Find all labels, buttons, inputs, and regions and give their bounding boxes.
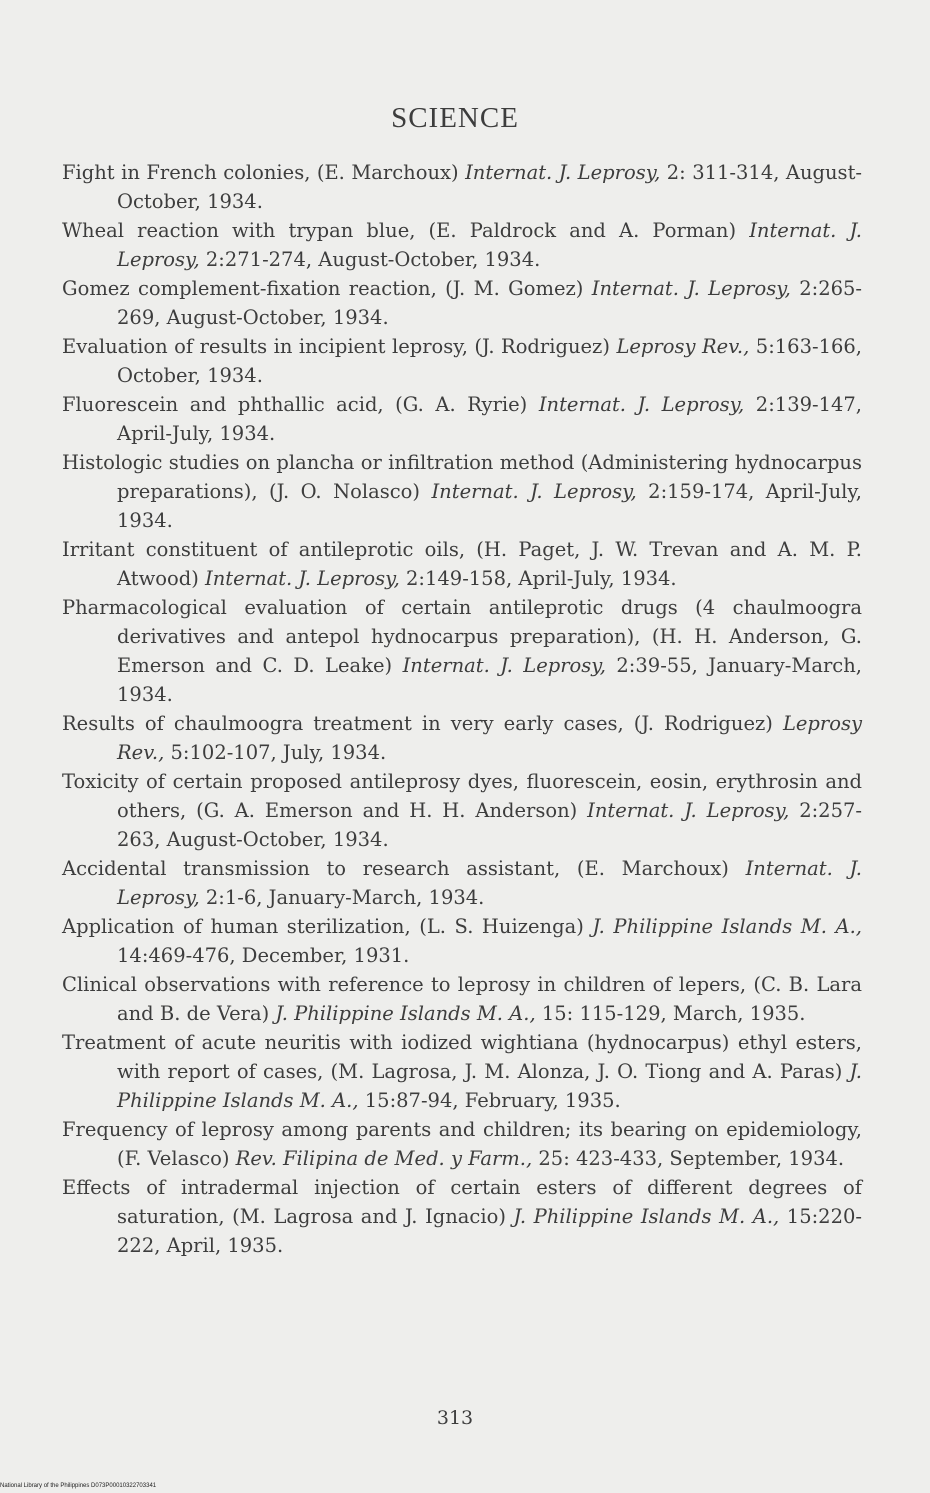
entry-text: Evaluation of results in incipient leprosy, (J. Rodriguez) [62,335,617,358]
bibliography-list [62,158,862,1260]
entry-citation: 5:102-107, July, 1934. [164,741,387,764]
journal-name: Internat. J. Leprosy, [587,799,790,822]
entry-citation: 2:149-158, April-July, 1934. [399,567,677,590]
list-item [62,332,862,390]
entry-citation: 25: 423-433, September, 1934. [532,1147,845,1170]
entry-text: Application of human sterilization, (L. S. Huizenga) [62,915,593,938]
list-item [62,1173,862,1260]
entry-text: Clinical observations with reference to leprosy in children of lepers, (C. B. Lara and B. de Vera) [62,973,862,1025]
entry-text: Histologic studies on plancha or infiltration method (Administering hydnocarpus preparations), (J. O. Nolasco) [62,451,862,503]
journal-name: Rev. Filipina de Med. y Farm., [235,1147,533,1170]
entry-text: Fight in French colonies, (E. Marchoux) [62,161,466,184]
list-item [62,709,862,767]
entry-citation: 14:469-476, December, 1931. [117,944,410,967]
journal-name: Internat. J. Leprosy, [402,654,606,677]
list-item [62,1115,862,1173]
list-item [62,158,862,216]
entry-text: Fluorescein and phthallic acid, (G. A. Ryrie) [62,393,539,416]
entry-citation: 2:257-263, August-October, 1934. [117,799,862,851]
journal-name: Internat. J. Leprosy, [431,480,637,503]
page-title: SCIENCE [391,102,519,134]
journal-name: Internat. J. Leprosy, [465,161,661,184]
entry-text: Wheal reaction with trypan blue, (E. Paldrock and A. Porman) [62,219,750,242]
journal-name: Leprosy Rev., [117,712,862,764]
entry-text: Accidental transmission to research assistant, (E. Marchoux) [62,857,746,880]
entry-citation: 15:87-94, February, 1935. [358,1089,621,1112]
entry-citation: 2:39-55, January-March, 1934. [117,654,862,706]
list-item [62,767,862,854]
list-item [62,593,862,709]
entry-text: Treatment of acute neuritis with iodized wightiana (hydnocarpus) ethyl esters, with report of cases, (M. Lagrosa, J. M. Alonza, J. O. Tiong and A. Paras) [62,1031,862,1083]
entry-text: Results of chaulmoogra treatment in very early cases, (J. Rodriguez) [62,712,783,735]
entry-citation: 15:220-222, April, 1935. [117,1205,862,1257]
entry-citation: 2:271-274, August-October, 1934. [199,248,541,271]
list-item [62,448,862,535]
entry-text: Irritant constituent of antileprotic oils, (H. Paget, J. W. Trevan and A. M. P. Atwood) [62,538,862,590]
journal-name: Internat. J. Leprosy, [538,393,745,416]
entry-text: Gomez complement-fixation reaction, (J. M. Gomez) [62,277,592,300]
journal-name: J. Philippine Islands M. A., [513,1205,780,1228]
list-item [62,216,862,274]
entry-citation: 15: 115-129, March, 1935. [535,1002,806,1025]
journal-name: Internat. J. Leprosy, [205,567,400,590]
entry-citation: 2:159-174, April-July, 1934. [117,480,862,532]
list-item [62,854,862,912]
entry-citation: 2:139-147, April-July, 1934. [117,393,863,445]
entry-citation: 2:1-6, January-March, 1934. [199,886,485,909]
journal-name: Leprosy Rev., [616,335,750,358]
journal-name: J. Philippine Islands M. A., [117,1060,862,1112]
page-number: 313 [436,1407,474,1429]
entry-citation: 2: 311-314, August-October, 1934. [117,161,862,213]
entry-text: Frequency of leprosy among parents and children; its bearing on epidemiology, (F. Velasco) [62,1118,862,1170]
journal-name: J. Philippine Islands M. A., [275,1002,536,1025]
list-item [62,535,862,593]
entry-citation: 2:265-269, August-October, 1934. [117,277,862,329]
entry-text: Effects of intradermal injection of certain esters of different degrees of saturation, (M. Lagrosa and J. Ignacio) [62,1176,862,1228]
journal-name: Internat. J. Leprosy, [117,857,862,909]
list-item [62,274,862,332]
journal-name: J. Philippine Islands M. A., [592,915,862,938]
list-item [62,912,862,970]
list-item [62,1028,862,1115]
entry-text: Toxicity of certain proposed antileprosy dyes, fluorescein, eosin, erythrosin and others, (G. A. Emerson and H. H. Anderson) [62,770,862,822]
list-item [62,970,862,1028]
entry-citation: 5:163-166, October, 1934. [117,335,863,387]
entry-text: Pharmacological evaluation of certain antileprotic drugs (4 chaulmoogra derivatives and antepol hydnocarpus preparation), (H. H. Anderson, G. Emerson and C. D. Leake) [62,596,862,677]
footer-watermark: National Library of the Philippines D073P00010322703341 [0,1483,157,1489]
list-item [62,390,862,448]
journal-name: Internat. J. Leprosy, [591,277,791,300]
journal-name: Internat. J. Leprosy, [117,219,862,271]
